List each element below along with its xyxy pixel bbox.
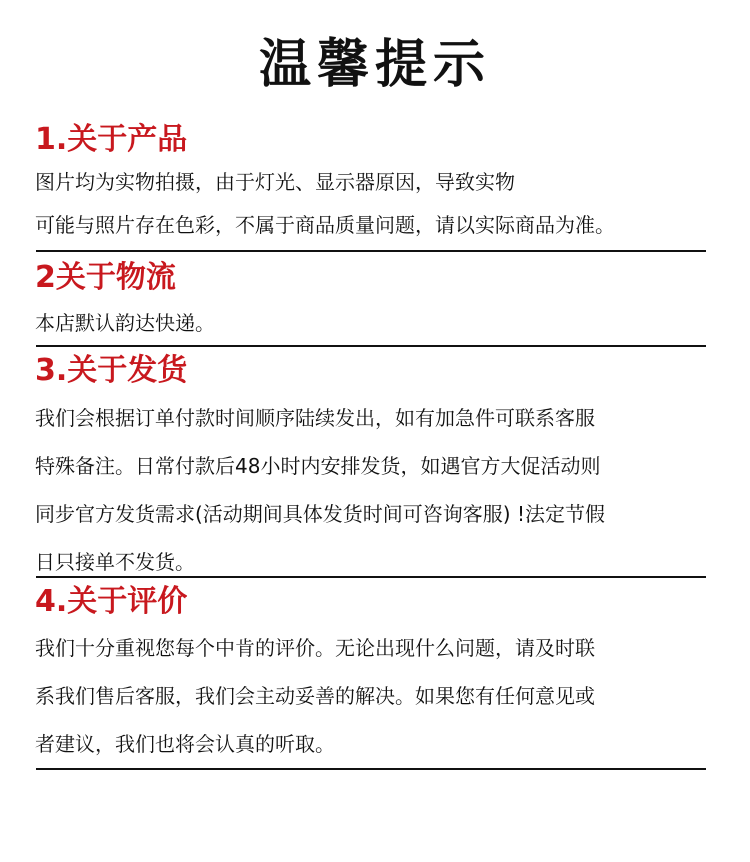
body-line: 图片均为实物拍摄，由于灯光、显示器原因，导致实物 xyxy=(35,170,515,194)
section-product xyxy=(35,120,707,246)
section-body-product xyxy=(35,160,707,246)
body-line: 日只接单不发货。 xyxy=(35,550,195,574)
divider xyxy=(36,250,706,252)
body-line: 可能与照片存在色彩，不属于商品质量问题，请以实际商品为准。 xyxy=(35,213,615,237)
body-line: 特殊备注。日常付款后48小时内安排发货，如遇官方大促活动则 xyxy=(35,454,601,478)
section-shipping xyxy=(35,351,707,586)
body-line: 本店默认韵达快递。 xyxy=(35,311,215,335)
section-body-logistics xyxy=(35,298,707,348)
divider xyxy=(36,576,706,578)
divider xyxy=(36,768,706,770)
body-line: 者建议，我们也将会认真的听取。 xyxy=(35,732,335,756)
section-heading-review: 4.关于评价 xyxy=(35,584,188,619)
section-review xyxy=(35,582,707,768)
section-logistics xyxy=(35,258,707,348)
body-line: 系我们售后客服，我们会主动妥善的解决。如果您有任何意见或 xyxy=(35,684,595,708)
section-heading-logistics: 2关于物流 xyxy=(35,260,176,295)
divider xyxy=(36,345,706,347)
section-body-review xyxy=(35,624,707,768)
section-body-shipping xyxy=(35,394,707,586)
body-line: 同步官方发货需求(活动期间具体发货时间可咨询客服) !法定节假 xyxy=(35,502,605,526)
body-line: 我们十分重视您每个中肯的评价。无论出现什么问题，请及时联 xyxy=(35,636,595,660)
body-line: 我们会根据订单付款时间顺序陆续发出，如有加急件可联系客服 xyxy=(35,406,595,430)
section-heading-product: 1.关于产品 xyxy=(35,122,188,157)
section-heading-shipping: 3.关于发货 xyxy=(35,353,188,388)
page-title: 温馨提示 xyxy=(258,35,491,95)
